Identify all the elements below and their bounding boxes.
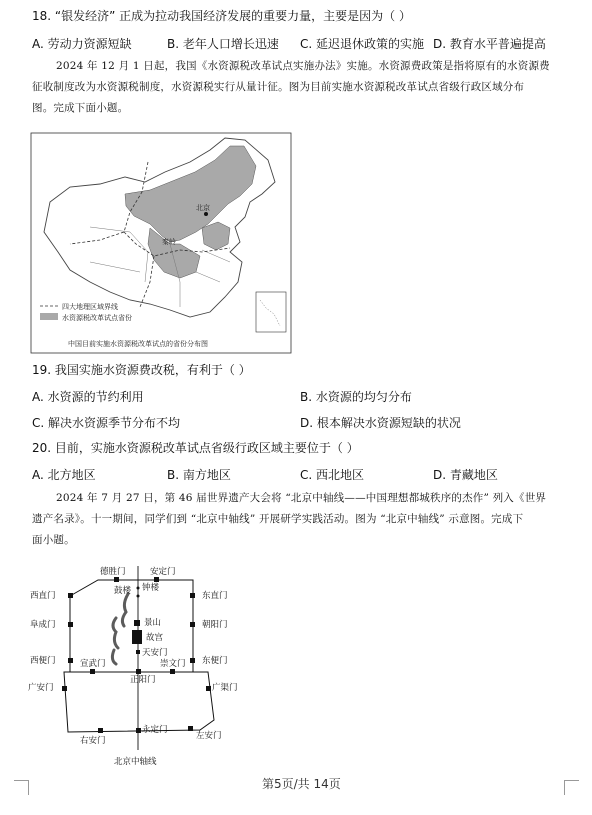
q18-option-d: D. 教育水平普遍提高 bbox=[433, 37, 546, 51]
beijing-axis-map bbox=[28, 560, 248, 770]
q18-option-c: C. 延迟退休政策的实施 bbox=[300, 37, 425, 51]
page-number: 第5页/共 14页 bbox=[262, 777, 341, 791]
gate-yongdingmen: 永定门 bbox=[142, 725, 168, 735]
q20-option-c: C. 西北地区 bbox=[300, 468, 365, 482]
china-pilot-map bbox=[30, 132, 292, 354]
gate-xizhimen: 西直门 bbox=[30, 591, 56, 601]
passage1-line2: 征收制度改为水资源税制度，水资源税实行从量计征。图为目前实施水资源税改革试点省级行政区域分布 bbox=[32, 81, 525, 93]
passage2-line1: 2024 年 7 月 27 日，第 46 届世界遗产大会将 “北京中轴线——中国理想都城秩序的杰作” 列入《世界 bbox=[56, 492, 547, 504]
legend-fill-symbol bbox=[40, 313, 58, 320]
gate-dongzhimen: 东直门 bbox=[202, 591, 228, 601]
landmark-zhonglou: 钟楼 bbox=[142, 583, 160, 593]
corner-mark-right bbox=[564, 780, 579, 795]
q18-option-b: B. 老年人口增长迅速 bbox=[167, 37, 279, 51]
gugong-block bbox=[132, 630, 142, 644]
gate-dongbianmen: 东便门 bbox=[202, 656, 228, 666]
q19-option-b: B. 水资源的均匀分布 bbox=[300, 390, 412, 404]
map1-caption: 中国目前实施水资源税改革试点的省份分布图 bbox=[68, 340, 208, 348]
q19-option-d: D. 根本解决水资源短缺的状况 bbox=[300, 416, 461, 430]
q19-option-c: C. 解决水资源季节分布不均 bbox=[32, 416, 181, 430]
gate-chongwenmen: 崇文门 bbox=[160, 659, 186, 669]
map2-caption: 北京中轴线 bbox=[114, 757, 157, 767]
gate-chaoyangmen: 朝阳门 bbox=[202, 620, 228, 630]
corner-mark-left bbox=[14, 780, 29, 795]
gate-zuoanmen: 左安门 bbox=[196, 731, 222, 741]
passage2 bbox=[32, 488, 572, 551]
legend-fill-label: 水资源税改革试点省份 bbox=[62, 314, 132, 322]
lakes bbox=[112, 594, 128, 664]
q18-option-a: A. 劳动力资源短缺 bbox=[32, 37, 132, 51]
label-beijing: 北京 bbox=[196, 204, 210, 212]
q20-option-b: B. 南方地区 bbox=[167, 468, 231, 482]
q19-stem: 19. 我国实施水资源费改税，有利于（ ） bbox=[32, 363, 251, 377]
label-qinling: 秦岭 bbox=[162, 238, 176, 246]
jingshan-block bbox=[134, 620, 140, 626]
gate-youanmen: 右安门 bbox=[80, 736, 106, 746]
landmark-tiananmen: 天安门 bbox=[142, 648, 168, 658]
gate-guangqumen: 广渠门 bbox=[212, 683, 238, 693]
q20-option-d: D. 青藏地区 bbox=[433, 468, 498, 482]
passage1-line1: 2024 年 12 月 1 日起，我国《水资源税改革试点实施办法》实施。水资源费政策是指将原有的水资源费 bbox=[56, 60, 550, 72]
passage2-line2: 遗产名录》。十一期间，同学们到 “北京中轴线” 开展研学实践活动。图为 “北京中轴线” 示意图。完成下 bbox=[32, 513, 524, 525]
q18-stem: 18. “银发经济” 正成为拉动我国经济发展的重要力量，主要是因为（ ） bbox=[32, 9, 411, 23]
q20-stem: 20. 目前，实施水资源税改革试点省级行政区域主要位于（ ） bbox=[32, 441, 359, 455]
passage1 bbox=[32, 56, 572, 119]
gate-deshengmen: 德胜门 bbox=[100, 567, 126, 577]
gate-fuchengmen: 阜成门 bbox=[30, 620, 56, 630]
landmark-gulou: 鼓楼 bbox=[114, 586, 132, 596]
landmark-gugong: 故宫 bbox=[146, 633, 164, 643]
q20-option-a: A. 北方地区 bbox=[32, 468, 96, 482]
gate-markers bbox=[62, 577, 211, 733]
gate-andingmen: 安定门 bbox=[150, 567, 176, 577]
gate-zhengyangmen: 正阳门 bbox=[130, 675, 156, 685]
legend-line-label: 四大地理区域界线 bbox=[62, 303, 118, 311]
q19-option-a: A. 水资源的节约利用 bbox=[32, 390, 144, 404]
passage2-line3: 面小题。 bbox=[32, 534, 75, 546]
passage1-line3: 图。完成下面小题。 bbox=[32, 102, 129, 114]
gate-guanganmen: 广安门 bbox=[28, 683, 54, 693]
gate-xibianmen: 西便门 bbox=[30, 656, 56, 666]
gate-xuanwumen: 宣武门 bbox=[80, 659, 106, 669]
landmark-jingshan: 景山 bbox=[144, 618, 162, 628]
beijing-marker bbox=[204, 212, 208, 216]
